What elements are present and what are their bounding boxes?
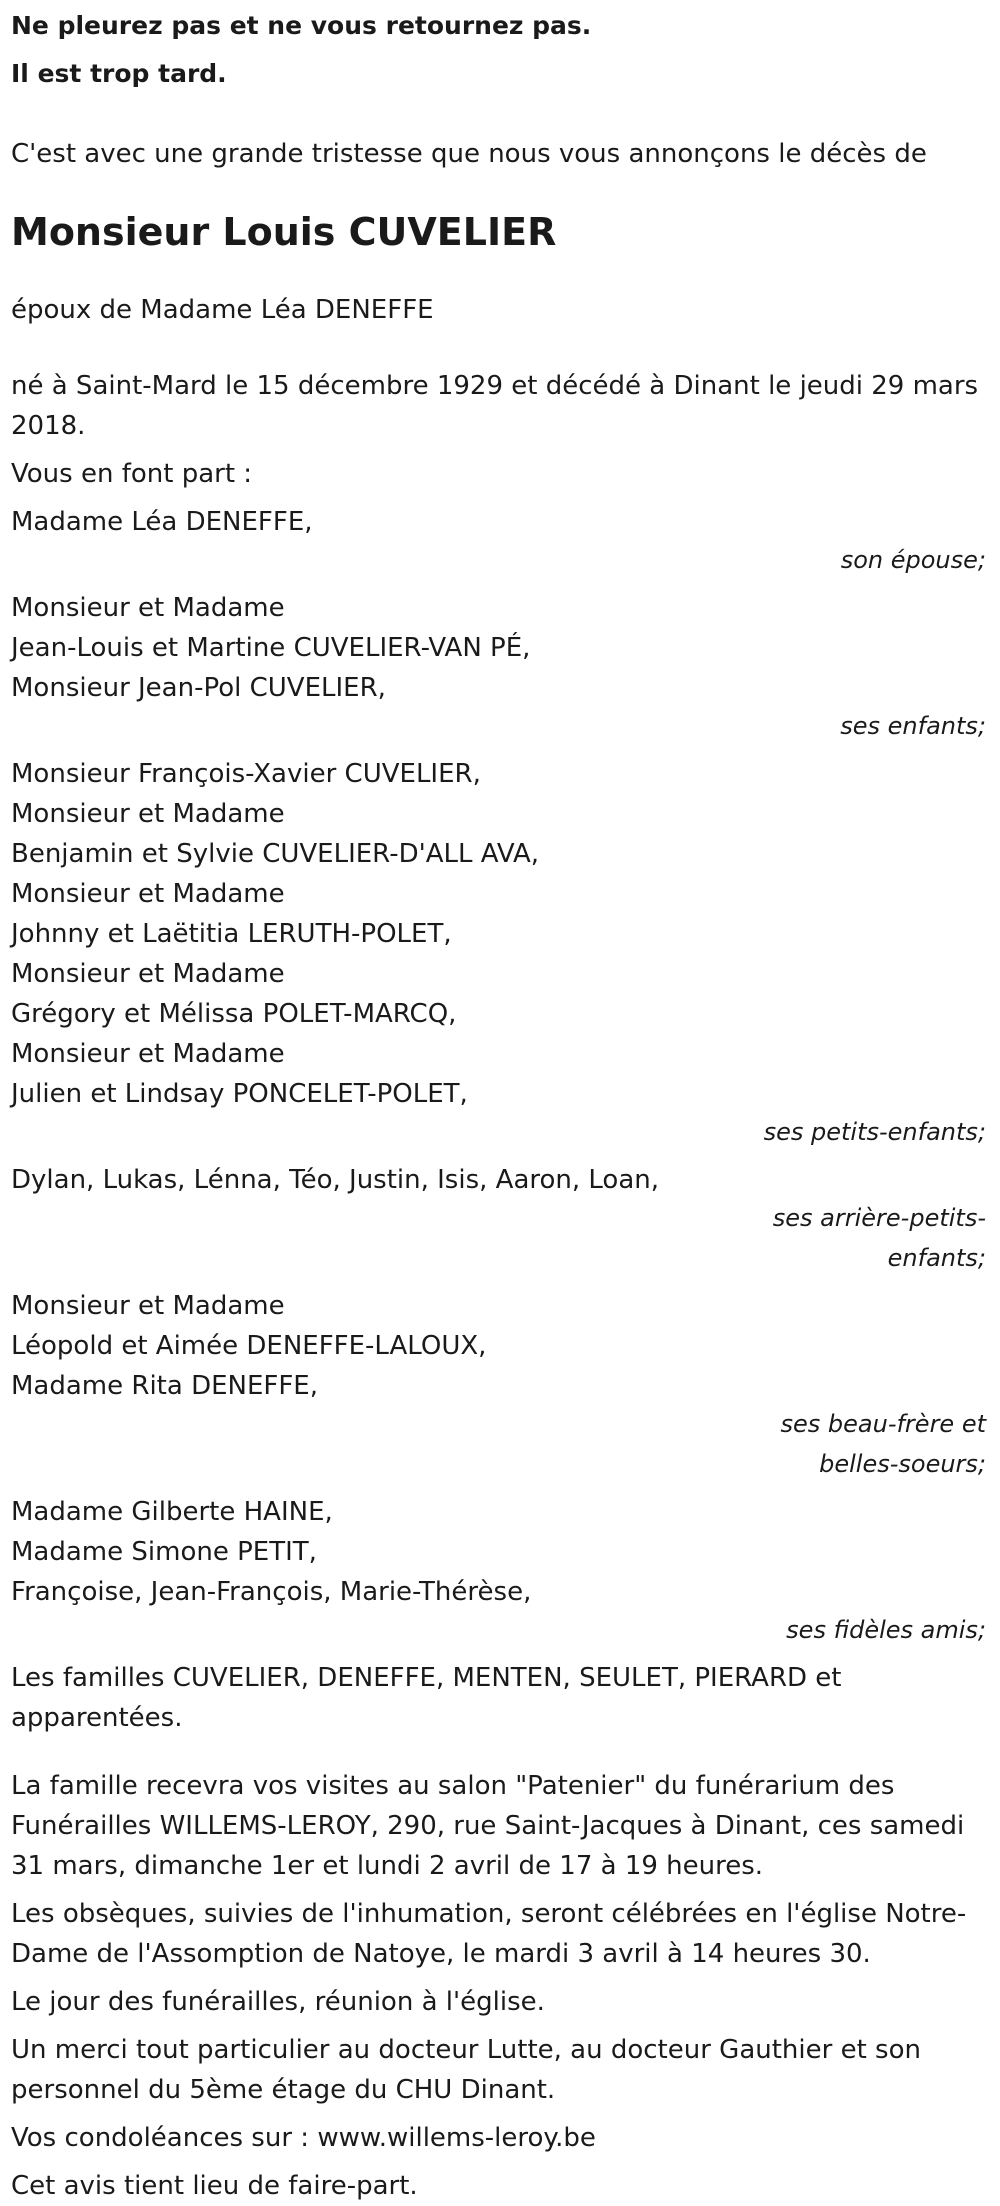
- visits-text: La famille recevra vos visites au salon "Patenier" du funérarium des Funérailles WILLEMS-LEROY, 290, rue Saint-Jacques à Dinant, ces samedi 31 mars, dimanche 1er et lundi 2 avril de 17 à 19 heures.: [11, 1771, 965, 1881]
- member: Monsieur et Madame: [11, 799, 285, 829]
- member: Monsieur François-Xavier CUVELIER,: [11, 759, 481, 789]
- member: Monsieur et Madame: [11, 1039, 285, 1069]
- member: Monsieur et Madame: [11, 959, 285, 989]
- member: Jean-Louis et Martine CUVELIER-VAN PÉ,: [11, 633, 531, 663]
- member: Johnny et Laëtitia LERUTH-POLET,: [11, 919, 452, 949]
- member: Léopold et Aimée DENEFFE-LALOUX,: [11, 1331, 487, 1361]
- member: Madame Léa DENEFFE,: [11, 507, 313, 537]
- group-great-grandchildren: [11, 1160, 986, 1278]
- deceased-name: Monsieur Louis CUVELIER: [11, 210, 557, 254]
- meeting-text: Le jour des funérailles, réunion à l'église.: [11, 1987, 545, 2017]
- announce-text: Vous en font part :: [11, 459, 253, 489]
- relation-label: ses beau-frère et belles-soeurs;: [780, 1410, 986, 1478]
- spouse-line: époux de Madame Léa DENEFFE: [11, 295, 434, 325]
- birth-death-text: né à Saint-Mard le 15 décembre 1929 et décédé à Dinant le jeudi 29 mars 2018.: [11, 371, 979, 441]
- obituary-document: [11, 0, 986, 2206]
- member: Monsieur et Madame: [11, 593, 285, 623]
- member: Julien et Lindsay PONCELET-POLET,: [11, 1079, 468, 1109]
- relation-label: ses arrière-petits-enfants;: [772, 1204, 986, 1272]
- relation-label: ses petits-enfants;: [763, 1118, 986, 1146]
- member: Madame Rita DENEFFE,: [11, 1371, 318, 1401]
- intro-text: C'est avec une grande tristesse que nous vous annonçons le décès de: [11, 139, 927, 169]
- member: Grégory et Mélissa POLET-MARCQ,: [11, 999, 457, 1029]
- families-text: Les familles CUVELIER, DENEFFE, MENTEN, SEULET, PIERARD et apparentées.: [11, 1663, 842, 1733]
- group-spouse: [11, 502, 986, 580]
- condolences-text: Vos condoléances sur : www.willems-leroy.be: [11, 2123, 596, 2153]
- notice-text: Cet avis tient lieu de faire-part.: [11, 2171, 418, 2201]
- thanks-text: Un merci tout particulier au docteur Lutte, au docteur Gauthier et son personnel du 5ème étage du CHU Dinant.: [11, 2035, 921, 2105]
- funeral-text: Les obsèques, suivies de l'inhumation, seront célébrées en l'église Notre-Dame de l'Assomption de Natoye, le mardi 3 avril à 14 heures 30.: [11, 1899, 967, 1969]
- relation-label: son épouse;: [840, 546, 986, 574]
- member: Françoise, Jean-François, Marie-Thérèse,: [11, 1577, 532, 1607]
- group-grandchildren: [11, 754, 986, 1152]
- member: Monsieur et Madame: [11, 1291, 285, 1321]
- member: Benjamin et Sylvie CUVELIER-D'ALL AVA,: [11, 839, 540, 869]
- member: Dylan, Lukas, Lénna, Téo, Justin, Isis, Aaron, Loan,: [11, 1165, 660, 1195]
- group-in-laws: [11, 1286, 986, 1484]
- epigraph: [11, 2, 986, 98]
- relation-label: ses enfants;: [840, 712, 986, 740]
- relation-label: ses fidèles amis;: [786, 1616, 986, 1644]
- member: Monsieur et Madame: [11, 879, 285, 909]
- group-friends: [11, 1492, 986, 1650]
- group-children: [11, 588, 986, 746]
- member: Monsieur Jean-Pol CUVELIER,: [11, 673, 386, 703]
- member: Madame Gilberte HAINE,: [11, 1497, 333, 1527]
- epigraph-line-2: Il est trop tard.: [11, 59, 227, 88]
- member: Madame Simone PETIT,: [11, 1537, 317, 1567]
- family-groups: [11, 502, 986, 1650]
- epigraph-line-1: Ne pleurez pas et ne vous retournez pas.: [11, 11, 592, 40]
